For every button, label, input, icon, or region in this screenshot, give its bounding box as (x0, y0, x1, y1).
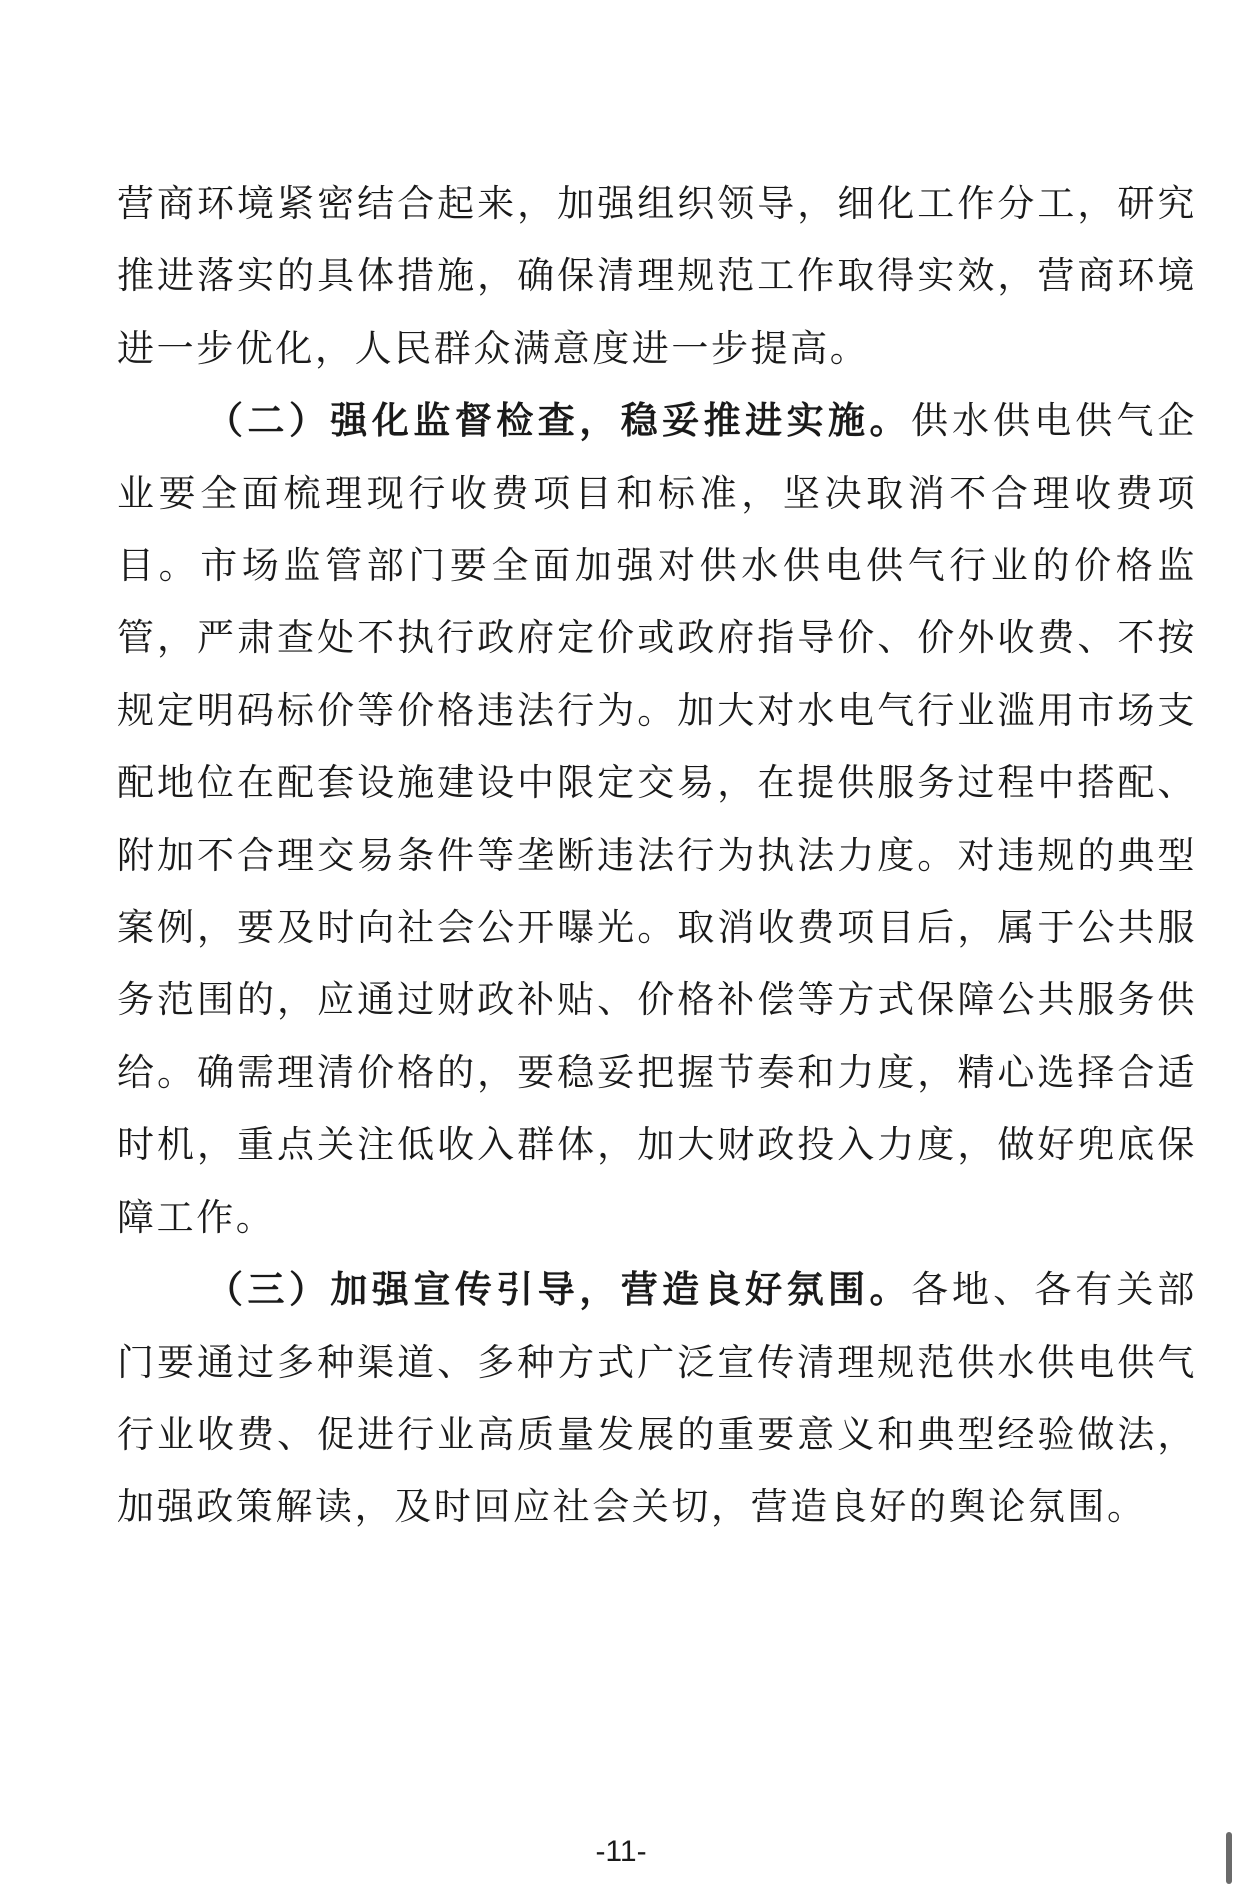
section-heading-3: （三）加强宣传引导，营造良好氛围。 (206, 1268, 911, 1312)
scrollbar-thumb[interactable] (1226, 1832, 1232, 1884)
section-paragraph-2 (117, 385, 1197, 1254)
document-body (117, 168, 1197, 1544)
page-number: -11- (595, 1835, 647, 1868)
section-body-2: 供水供电供气企业要全面梳理现行收费项目和标准，坚决取消不合理收费项目。市场监管部门要全面加强对供水供电供气行业的价格监管，严肃查处不执行政府定价或政府指导价、价外收费、不按规定明码标价等价格违法行为。加大对水电气行业滥用市场支配地位在配套设施建设中限定交易，在提供服务过程中搭配、附加不合理交易条件等垄断违法行为执法力度。对违规的典型案例，要及时向社会公开曝光。取消收费项目后，属于公共服务范围的，应通过财政补贴、价格补偿等方式保障公共服务供给。确需理清价格的，要稳妥把握节奏和力度，精心选择合适时机，重点关注低收入群体，加大财政投入力度，做好兜底保障工作。 (117, 399, 1198, 1239)
section-body-3: 各地、各有关部门要通过多种渠道、多种方式广泛宣传清理规范供水供电供气行业收费、促进行业高质量发展的重要意义和典型经验做法，加强政策解读，及时回应社会关切，营造良好的舆论氛围。 (117, 1268, 1198, 1529)
continuation-paragraph: 营商环境紧密结合起来，加强组织领导，细化工作分工，研究推进落实的具体措施，确保清理规范工作取得实效，营商环境进一步优化，人民群众满意度进一步提高。 (117, 182, 1197, 370)
section-paragraph-3 (117, 1254, 1197, 1544)
section-heading-2: （二）强化监督检查，稳妥推进实施。 (206, 399, 911, 443)
